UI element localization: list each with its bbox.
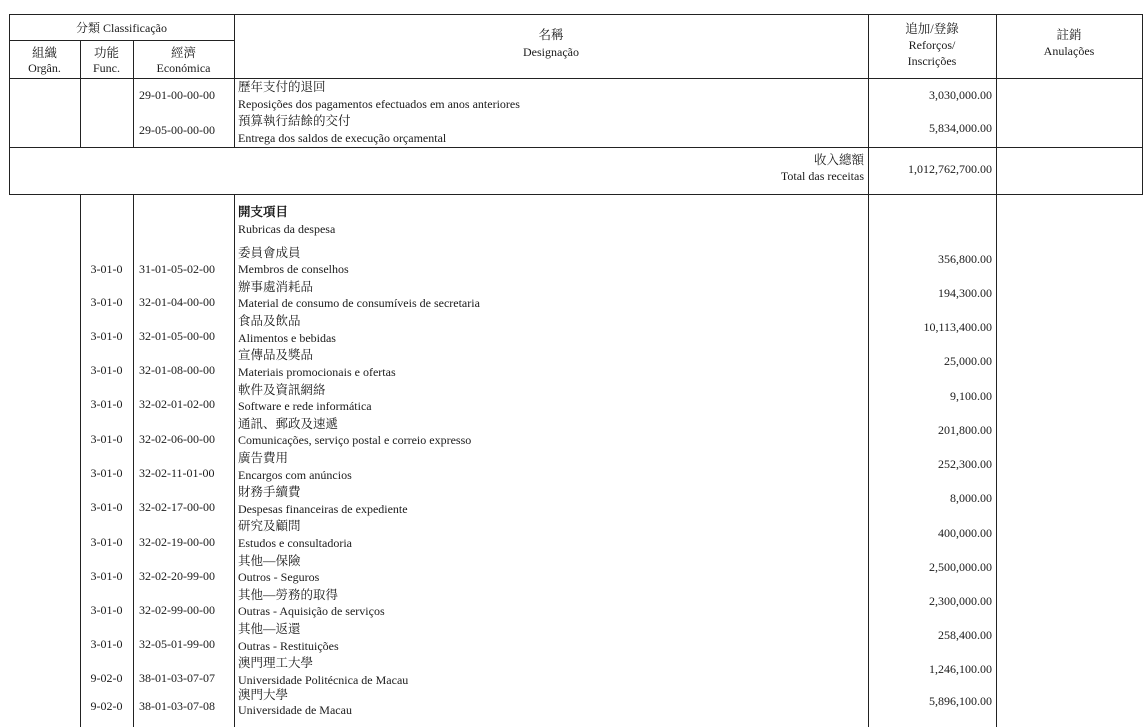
- expense-pt: Materiais promocionais e ofertas: [238, 365, 396, 379]
- expense-econ: 32-01-04-00-00: [139, 295, 215, 309]
- expense-econ: 32-01-08-00-00: [139, 363, 215, 377]
- header-func-zh: 功能: [93, 46, 119, 60]
- expense-amount: 2,300,000.00: [929, 594, 992, 608]
- expense-econ: 32-01-05-00-00: [139, 329, 215, 343]
- expense-amount: 400,000.00: [938, 526, 992, 540]
- expense-pt: Outras - Aquisição de serviços: [238, 604, 385, 618]
- total-amount: 1,012,762,700.00: [908, 162, 992, 176]
- expense-zh: 宣傳品及獎品: [238, 348, 314, 362]
- expense-pt: Software e rede informática: [238, 399, 372, 413]
- header-organ-pt: Orgân.: [28, 61, 61, 75]
- classification-divider: [9, 40, 234, 41]
- receipt-econ: 29-05-00-00-00: [139, 123, 215, 137]
- expense-pt: Universidade Politécnica de Macau: [238, 673, 409, 687]
- expense-econ: 32-02-06-00-00: [139, 432, 215, 446]
- receipts-bottom-border: [9, 147, 1143, 148]
- expense-amount: 258,400.00: [938, 628, 992, 642]
- receipt-amount: 5,834,000.00: [929, 121, 992, 135]
- receipt-zh: 預算執行結餘的交付: [238, 114, 351, 128]
- expense-econ: 32-02-99-00-00: [139, 603, 215, 617]
- receipt-zh: 歷年支付的退回: [238, 80, 326, 94]
- expense-func: 3-01-0: [90, 500, 123, 514]
- expense-econ: 38-01-03-07-07: [139, 671, 215, 685]
- expense-func: 3-01-0: [90, 637, 123, 651]
- header-design-pt: Designação: [523, 45, 579, 59]
- header-reforco-pt1: Reforços/: [908, 38, 956, 52]
- header-organ-zh: 組織: [31, 46, 57, 60]
- expense-zh: 廣告費用: [238, 451, 289, 465]
- expense-amount: 9,100.00: [950, 389, 992, 403]
- expense-func: 3-01-0: [90, 466, 123, 480]
- expense-func: 3-01-0: [90, 329, 123, 343]
- expense-section-zh: 開支項目: [238, 205, 289, 219]
- table-top-border: [9, 14, 1143, 15]
- expense-func: 3-01-0: [90, 397, 123, 411]
- col-line-func-lower: [133, 194, 134, 727]
- header-econ-pt: Económica: [156, 61, 211, 75]
- expense-amount: 252,300.00: [938, 457, 992, 471]
- col-line-reforco-lower: [996, 194, 997, 727]
- header-anul-pt: Anulações: [1043, 44, 1095, 58]
- expense-amount: 10,113,400.00: [923, 320, 992, 334]
- expense-pt: Outras - Restituições: [238, 639, 339, 653]
- expense-zh: 辦事處消耗品: [238, 280, 314, 294]
- expense-amount: 25,000.00: [944, 354, 992, 368]
- expense-pt: Despesas financeiras de expediente: [238, 502, 408, 516]
- expense-amount: 8,000.00: [950, 491, 992, 505]
- expense-zh: 其他—返還: [238, 622, 301, 636]
- expense-func: 9-02-0: [90, 699, 123, 713]
- expense-func: 3-01-0: [90, 535, 123, 549]
- expense-zh: 其他—保險: [238, 554, 301, 568]
- header-reforco-zh: 追加/登錄: [905, 22, 959, 36]
- header-econ-zh: 經濟: [170, 46, 196, 60]
- expense-econ: 38-01-03-07-08: [139, 699, 215, 713]
- header-reforco-pt2: Inscrições: [907, 54, 957, 68]
- receipt-econ: 29-01-00-00-00: [139, 88, 215, 102]
- expense-zh: 軟件及資訊網絡: [238, 383, 326, 397]
- expense-zh: 其他—勞務的取得: [238, 588, 339, 602]
- expense-zh: 財務手續費: [238, 485, 301, 499]
- expense-func: 3-01-0: [90, 295, 123, 309]
- expense-pt: Outros - Seguros: [238, 570, 320, 584]
- total-bottom-border: [9, 194, 1143, 195]
- expense-func: 3-01-0: [90, 262, 123, 276]
- expense-econ: 32-02-01-02-00: [139, 397, 215, 411]
- expense-amount: 5,896,100.00: [929, 694, 992, 708]
- expense-pt: Material de consumo de consumíveis de secretaria: [238, 296, 480, 310]
- expense-func: 3-01-0: [90, 432, 123, 446]
- expense-zh: 通訊、郵政及速遞: [238, 417, 339, 431]
- expense-func: 3-01-0: [90, 603, 123, 617]
- expense-pt: Comunicações, serviço postal e correio expresso: [238, 433, 472, 447]
- expense-func: 3-01-0: [90, 569, 123, 583]
- header-design-zh: 名稱: [538, 28, 564, 42]
- header-bottom-border: [9, 78, 1143, 79]
- header-anul-zh: 註銷: [1056, 28, 1082, 42]
- right-border: [1142, 14, 1143, 194]
- left-border: [9, 14, 10, 194]
- expense-amount: 356,800.00: [938, 252, 992, 266]
- expense-econ: 32-02-17-00-00: [139, 500, 215, 514]
- expense-econ: 32-02-11-01-00: [139, 466, 215, 480]
- expense-amount: 201,800.00: [938, 423, 992, 437]
- expense-zh: 食品及飲品: [238, 314, 301, 328]
- expense-amount: 1,246,100.00: [929, 662, 992, 676]
- expense-pt: Universidade de Macau: [238, 703, 352, 717]
- expense-pt: Alimentos e bebidas: [238, 331, 336, 345]
- expense-section-pt: Rubricas da despesa: [238, 222, 336, 236]
- receipt-pt: Entrega dos saldos de execução orçamental: [238, 131, 447, 145]
- expense-func: 9-02-0: [90, 671, 123, 685]
- expense-econ: 32-05-01-99-00: [139, 637, 215, 651]
- header-func-pt: Func.: [93, 61, 120, 75]
- expense-pt: Encargos com anúncios: [238, 468, 352, 482]
- expense-econ: 32-02-19-00-00: [139, 535, 215, 549]
- expense-amount: 2,500,000.00: [929, 560, 992, 574]
- col-line-econ-lower: [234, 194, 235, 727]
- receipt-pt: Reposições dos pagamentos efectuados em anos anteriores: [238, 97, 520, 111]
- total-label-zh: 收入總額: [813, 153, 864, 167]
- expense-zh: 澳門理工大學: [238, 656, 314, 670]
- header-classificacao: 分類 Classificação: [76, 21, 167, 35]
- expense-zh: 研究及顧問: [238, 519, 301, 533]
- expense-amount: 194,300.00: [938, 286, 992, 300]
- expense-pt: Estudos e consultadoria: [238, 536, 352, 550]
- expense-zh: 委員會成員: [238, 246, 301, 260]
- receipt-amount: 3,030,000.00: [929, 88, 992, 102]
- expense-econ: 32-02-20-99-00: [139, 569, 215, 583]
- expense-econ: 31-01-05-02-00: [139, 262, 215, 276]
- expense-pt: Membros de conselhos: [238, 262, 349, 276]
- expense-func: 3-01-0: [90, 363, 123, 377]
- total-label-pt: Total das receitas: [780, 169, 864, 183]
- expense-zh: 澳門大學: [238, 688, 289, 702]
